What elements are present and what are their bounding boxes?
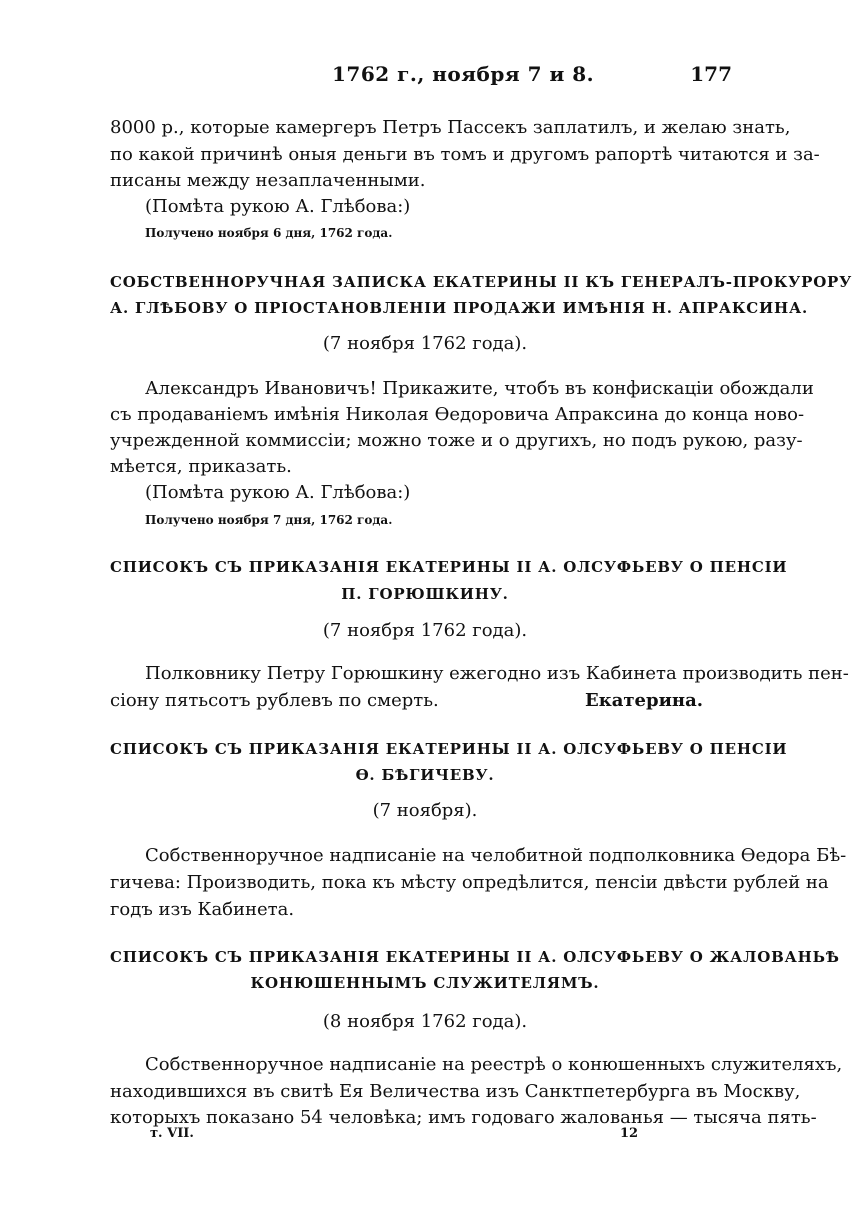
section-date: (7 ноября 1762 года). — [322, 620, 528, 641]
text-line: писаны между незаплаченными. — [110, 170, 426, 191]
signature-mark: 12 — [620, 1126, 639, 1141]
text-line: Собственноручное надписаніе на реестрѣ о конюшенныхъ служителяхъ, — [145, 1054, 843, 1075]
text-line: съ продаваніемъ имѣнія Николая Ѳедоровича Апраксина до конца ново- — [110, 404, 805, 425]
text-line: гичева: Производить, пока къ мѣсту опредѣлится, пенсіи двѣсти рублей на — [110, 872, 829, 893]
page-number: 177 — [690, 62, 732, 86]
section-title: КОНЮШЕННЫМЪ СЛУЖИТЕЛЯМЪ. — [250, 974, 600, 992]
section-title: Ѳ. БѢГИЧЕВУ. — [355, 766, 495, 784]
volume-mark: т. VII. — [150, 1126, 194, 1141]
section-title: СПИСОКЪ СЪ ПРИКАЗАНІЯ ЕКАТЕРИНЫ II А. ОЛСУФЬЕВУ О ЖАЛОВАНЬѢ — [110, 948, 840, 966]
text-line: Александръ Ивановичъ! Прикажите, чтобъ въ конфискаціи обождали — [145, 378, 814, 399]
annotation-note: (Помѣта рукою А. Глѣбова:) — [145, 196, 411, 217]
text-line: по какой причинѣ оныя деньги въ томъ и другомъ рапортѣ читаются и за- — [110, 144, 820, 165]
annotation-note: (Помѣта рукою А. Глѣбова:) — [145, 482, 411, 503]
text-line: годъ изъ Кабинета. — [110, 899, 295, 920]
text-line: Полковнику Петру Горюшкину ежегодно изъ Кабинета производить пен- — [145, 663, 849, 684]
section-title: А. ГЛѢБОВУ О ПРІОСТАНОВЛЕНІИ ПРОДАЖИ ИМѢНІЯ Н. АПРАКСИНА. — [110, 299, 808, 317]
text-line: 8000 р., которые камергеръ Петръ Пассекъ заплатилъ, и желаю знать, — [110, 117, 791, 138]
text-line: Собственноручное надписаніе на челобитной подполковника Ѳедора Бѣ- — [145, 845, 847, 866]
section-title: СПИСОКЪ СЪ ПРИКАЗАНІЯ ЕКАТЕРИНЫ II А. ОЛСУФЬЕВУ О ПЕНСІИ — [110, 740, 788, 758]
received-note: Получено ноября 7 дня, 1762 года. — [145, 513, 393, 527]
signature: Екатерина. — [585, 690, 704, 711]
text-line: мѣется, приказать. — [110, 456, 292, 477]
section-title: СПИСОКЪ СЪ ПРИКАЗАНІЯ ЕКАТЕРИНЫ II А. ОЛСУФЬЕВУ О ПЕНСІИ — [110, 558, 788, 576]
section-date: (7 ноября 1762 года). — [322, 333, 528, 354]
header-date: 1762 г., ноября 7 и 8. — [332, 62, 595, 86]
section-title: СОБСТВЕННОРУЧНАЯ ЗАПИСКА ЕКАТЕРИНЫ II КЪ ГЕНЕРАЛЪ-ПРОКУРОРУ — [110, 273, 852, 291]
text-line: которыхъ показано 54 человѣка; имъ годоваго жалованья — тысяча пять- — [110, 1107, 817, 1128]
received-note: Получено ноября 6 дня, 1762 года. — [145, 226, 393, 240]
running-header — [110, 62, 740, 92]
text-line: учрежденной коммиссіи; можно тоже и о другихъ, но подъ рукою, разу- — [110, 430, 803, 451]
section-title: П. ГОРЮШКИНУ. — [341, 585, 509, 603]
section-date: (7 ноября). — [372, 800, 478, 821]
section-date: (8 ноября 1762 года). — [322, 1011, 528, 1032]
text-line: сіону пятьсотъ рублевъ по смерть. — [110, 690, 439, 711]
text-line: находившихся въ свитѣ Ея Величества изъ Санктпетербурга въ Москву, — [110, 1081, 801, 1102]
